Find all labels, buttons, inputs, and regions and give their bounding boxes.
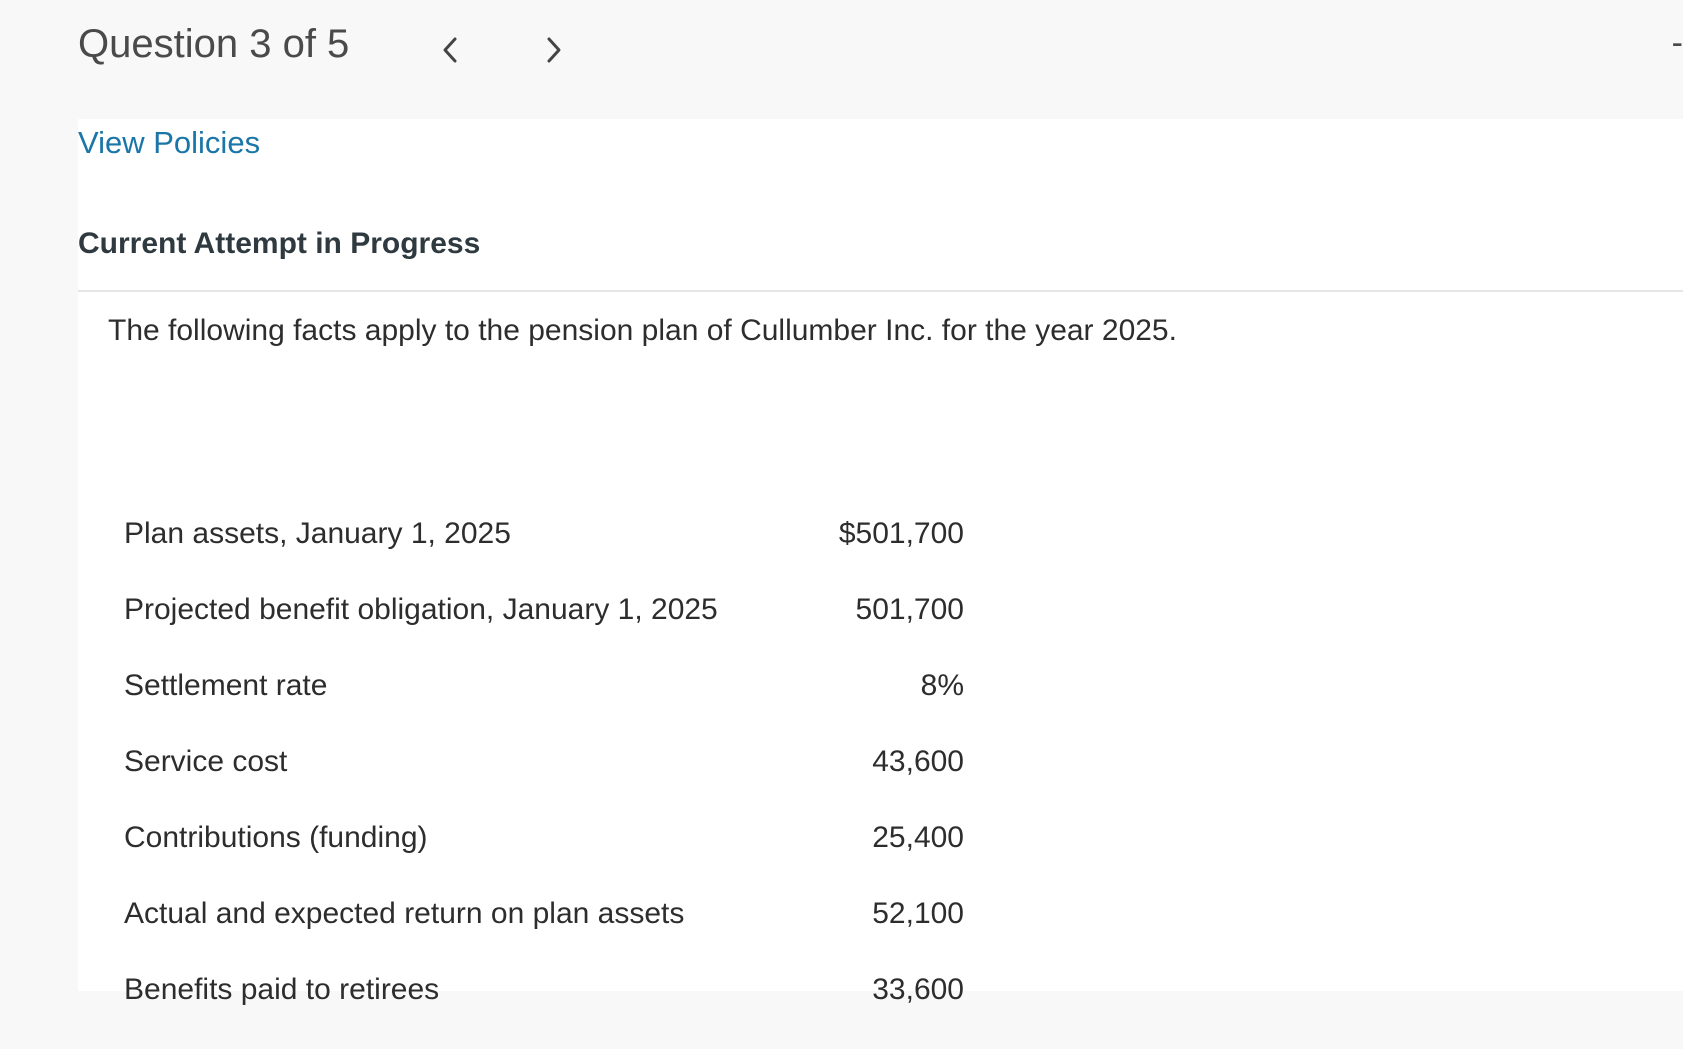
fact-row-return-on-plan-assets	[124, 897, 964, 973]
pension-facts-table	[124, 517, 964, 1049]
fact-row-benefits-paid	[124, 973, 964, 1049]
fact-value: 52,100	[872, 897, 964, 930]
fact-value: $501,700	[838, 517, 964, 550]
section-divider	[78, 290, 1683, 292]
fact-label: Benefits paid to retirees	[124, 973, 440, 1006]
attempt-heading: Current Attempt in Progress	[78, 227, 481, 260]
fact-label: Settlement rate	[124, 669, 328, 702]
header-edge-mark: -	[1671, 24, 1683, 62]
fact-label: Contributions (funding)	[124, 821, 428, 854]
fact-label: Actual and expected return on plan assets	[124, 897, 685, 930]
chevron-left-icon	[439, 35, 461, 65]
next-question-button[interactable]	[534, 30, 574, 70]
fact-label: Projected benefit obligation, January 1, 2025	[124, 593, 718, 626]
previous-question-button[interactable]	[430, 30, 470, 70]
question-counter: Question 3 of 5	[78, 22, 350, 66]
fact-value: 43,600	[872, 745, 964, 778]
fact-row-plan-assets	[124, 517, 964, 593]
fact-value: 25,400	[872, 821, 964, 854]
view-policies-link[interactable]: View Policies	[78, 125, 261, 160]
fact-label: Plan assets, January 1, 2025	[124, 517, 511, 550]
fact-row-settlement-rate	[124, 669, 964, 745]
fact-label: Service cost	[124, 745, 288, 778]
question-header	[0, 0, 1683, 119]
question-content	[78, 119, 1683, 1006]
chevron-right-icon	[543, 35, 565, 65]
fact-value: 8%	[920, 669, 964, 702]
question-intro: The following facts apply to the pension plan of Cullumber Inc. for the year 2025.	[108, 314, 1177, 347]
fact-value: 501,700	[855, 593, 964, 626]
fact-row-contributions	[124, 821, 964, 897]
fact-row-projected-benefit-obligation	[124, 593, 964, 669]
fact-value: 33,600	[872, 973, 964, 1006]
fact-row-service-cost	[124, 745, 964, 821]
